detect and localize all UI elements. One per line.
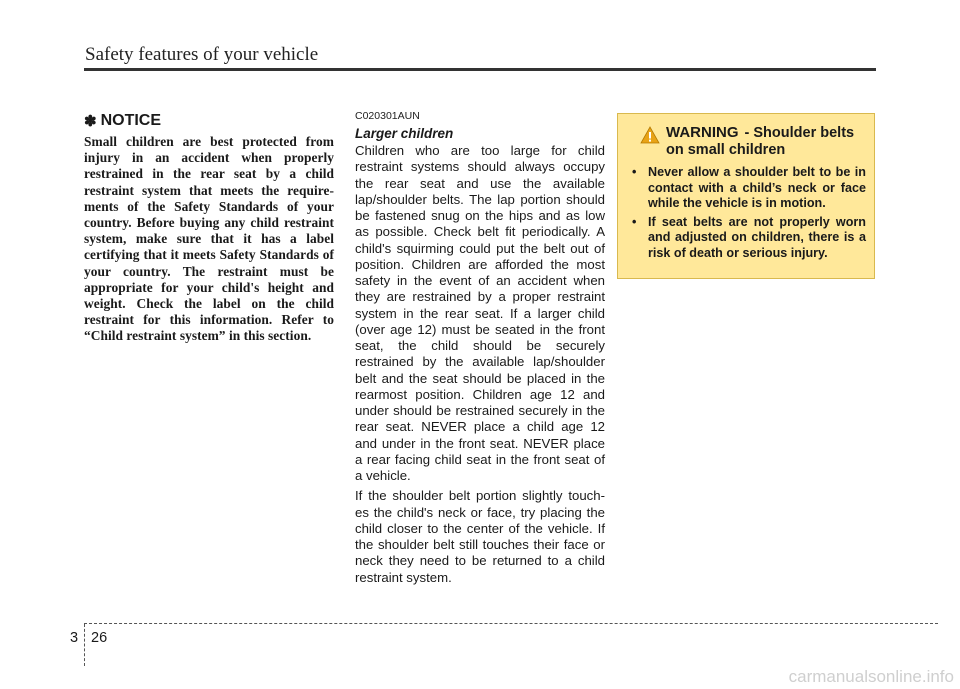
notice-mark-icon: ✽ — [84, 113, 97, 130]
larger-children-column — [355, 110, 605, 590]
warning-header — [630, 124, 866, 159]
warning-item: • If seat belts are not properly worn and adjusted on children, there is a risk of death or serious injury. — [630, 215, 866, 262]
notice-heading — [84, 112, 334, 130]
page-header-title: Safety features of your vehicle — [85, 44, 319, 65]
section-paragraph: If the shoulder belt portion slightly touch-es the child's neck or face, try placing the child closer to the center of the vehicle. If the shoulder belt still touches their face or neck they need to be returned to a child restraint system. — [355, 488, 605, 585]
warning-title-line1: - Shoulder belts — [744, 125, 855, 141]
warning-list — [630, 165, 866, 262]
watermark: carmanualsonline.info — [788, 667, 954, 686]
section-code: C020301AUN — [355, 110, 420, 122]
warning-title-line2: on small children — [666, 142, 786, 158]
notice-column — [84, 112, 334, 345]
notice-heading-label: NOTICE — [100, 112, 162, 129]
warning-item: • Never allow a shoulder belt to be in contact with a child’s neck or face while the vehicle is in motion. — [630, 165, 866, 212]
warning-triangle-icon — [640, 126, 660, 144]
notice-body: Small children are best protected from injury in an accident when properly restrained in the rear seat by a child restraint system that meets the require-ments of the Safety Standards of your country. Before buying any child restraint system, make sure that it has a label certifying that it meets Safety Standards of your country. The restraint must be appropriate for your child's height and weight. Check the label on the child restraint for this information. Refer to “Child restraint system” in this section. — [84, 134, 334, 344]
header-rule — [84, 68, 876, 71]
footer-divider — [84, 624, 85, 666]
section-subheading: Larger children — [355, 126, 454, 141]
section-paragraph: Children who are too large for child restraint systems should always occupy the rear seat and use the available lap/shoulder belts. The lap portion should be fastened snug on the hips and as low as possible. Check belt fit periodically. A child's squirming could put the belt out of position. Children are afforded the most safety in the event of an accident when they are restrained by a proper restraint system in the rear seat. If a larger child (over age 12) must be seated in the front seat, the child should be securely restrained by the available lap/shoulder belt and the seat should be placed in the rearmost position. Children age 12 and under should be restrained securely in the rear seat. NEVER place a child age 12 and under in the front seat. NEVER place a rear facing child seat in the front seat of a vehicle. — [355, 143, 605, 483]
chapter-number: 3 — [70, 630, 79, 646]
warning-box — [617, 113, 875, 279]
warning-label: WARNING — [666, 124, 739, 141]
footer-rule — [84, 623, 938, 624]
page-number: 26 — [91, 630, 108, 646]
warning-title — [666, 124, 854, 159]
